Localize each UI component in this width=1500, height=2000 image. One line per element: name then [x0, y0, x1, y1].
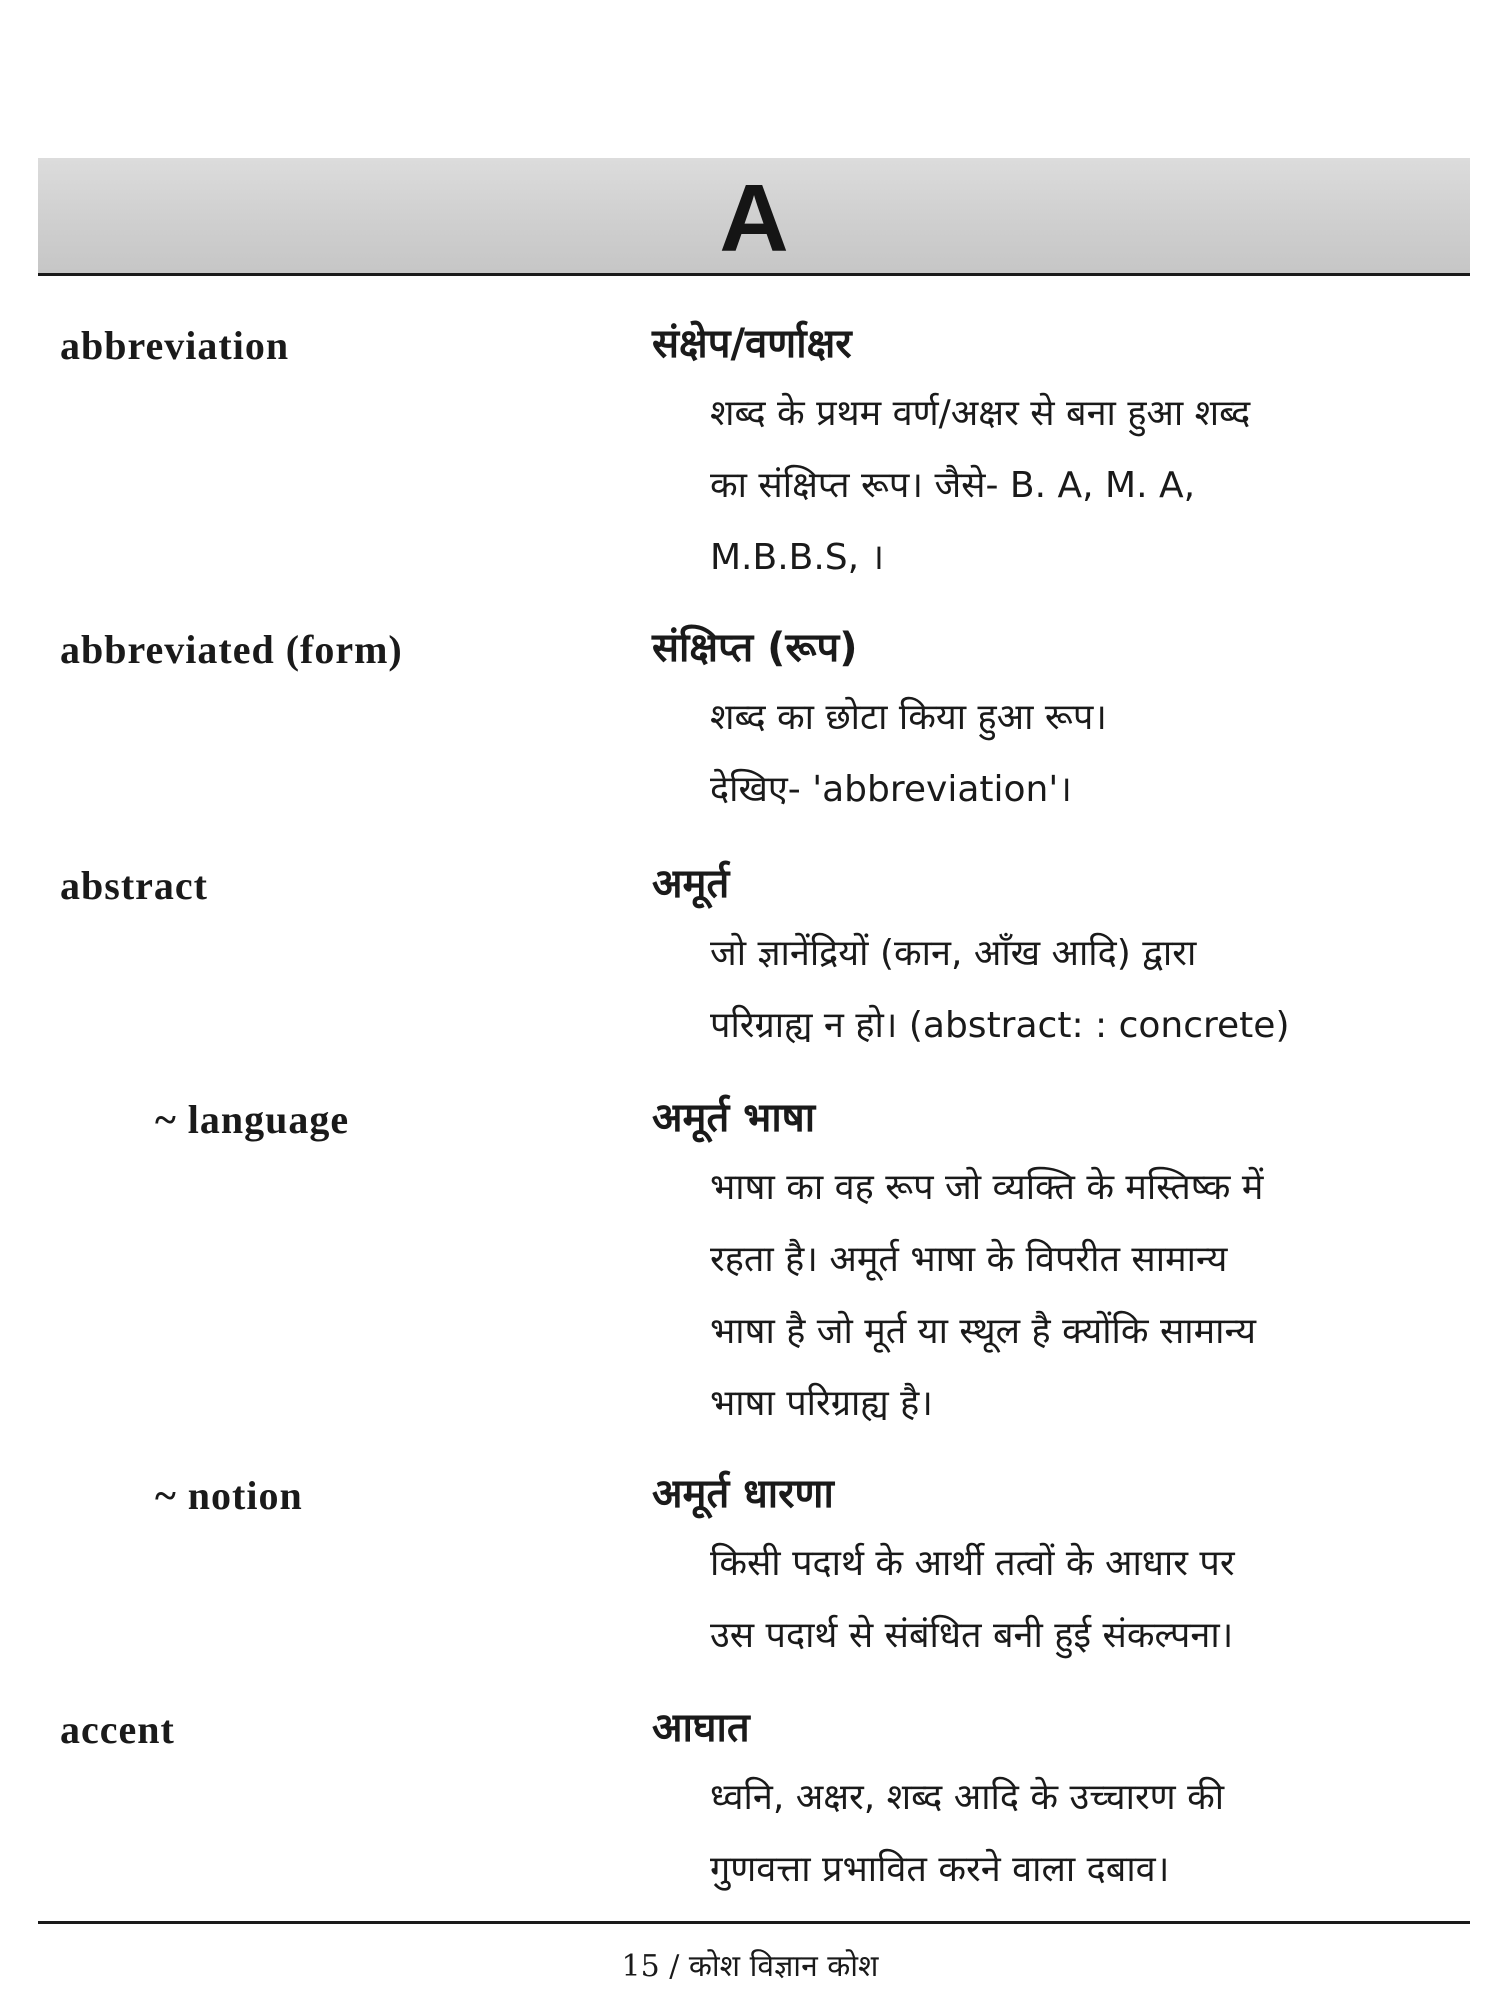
definition-line: रहता है। अमूर्त भाषा के विपरीत सामान्य — [710, 1239, 1228, 1280]
entry-gloss: संक्षेप/वर्णाक्षर — [652, 321, 852, 367]
page-footer: 15 / कोश विज्ञान कोश — [621, 1949, 879, 1984]
definition-line: शब्द के प्रथम वर्ण/अक्षर से बना हुआ शब्द — [710, 393, 1251, 434]
entry-subterm: ~ notion — [155, 1473, 303, 1518]
definition-line: गुणवत्ता प्रभावित करने वाला दबाव। — [710, 1849, 1170, 1890]
definition-line: किसी पदार्थ के आर्थी तत्वों के आधार पर — [710, 1543, 1235, 1584]
definition-line: भाषा का वह रूप जो व्यक्ति के मस्तिष्क में — [710, 1167, 1264, 1208]
entry-definition — [710, 1152, 1470, 1440]
definition-line: परिग्राह्य न हो। (abstract: : concrete) — [710, 1005, 1290, 1046]
entry-term: abbreviated (form) — [60, 627, 403, 672]
entry-definition — [710, 1528, 1470, 1672]
entry-gloss: अमूर्त भाषा — [652, 1095, 816, 1141]
entry-term: accent — [60, 1707, 175, 1752]
definition-line: देखिए- 'abbreviation'। — [710, 769, 1072, 810]
entry-definition — [710, 378, 1470, 594]
section-letter: A — [719, 164, 789, 272]
entry-gloss: आघात — [652, 1705, 750, 1751]
definition-line: ध्वनि, अक्षर, शब्द आदि के उच्चारण की — [710, 1777, 1225, 1818]
definition-line: का संक्षिप्त रूप। जैसे- B. A, M. A, — [710, 465, 1196, 506]
definition-line: M.B.B.S, । — [710, 537, 885, 578]
definition-line: भाषा है जो मूर्त या स्थूल है क्योंकि सामान्य — [710, 1311, 1256, 1352]
definition-line: उस पदार्थ से संबंधित बनी हुई संकल्पना। — [710, 1615, 1234, 1656]
entry-definition — [710, 918, 1470, 1062]
entry-gloss: अमूर्त धारणा — [652, 1471, 834, 1517]
entry-definition — [710, 1762, 1470, 1906]
entry-subterm: ~ language — [155, 1097, 350, 1142]
footer-divider — [38, 1921, 1470, 1924]
section-header-band — [38, 158, 1470, 276]
definition-line: जो ज्ञानेंद्रियों (कान, आँख आदि) द्वारा — [710, 933, 1197, 974]
definition-line: शब्द का छोटा किया हुआ रूप। — [710, 697, 1107, 738]
definition-line: भाषा परिग्राह्य है। — [710, 1383, 933, 1424]
entry-definition — [710, 682, 1470, 826]
entry-gloss: संक्षिप्त (रूप) — [652, 625, 858, 671]
entry-term: abstract — [60, 863, 208, 908]
entry-gloss: अमूर्त — [652, 861, 730, 907]
entry-term: abbreviation — [60, 323, 290, 368]
